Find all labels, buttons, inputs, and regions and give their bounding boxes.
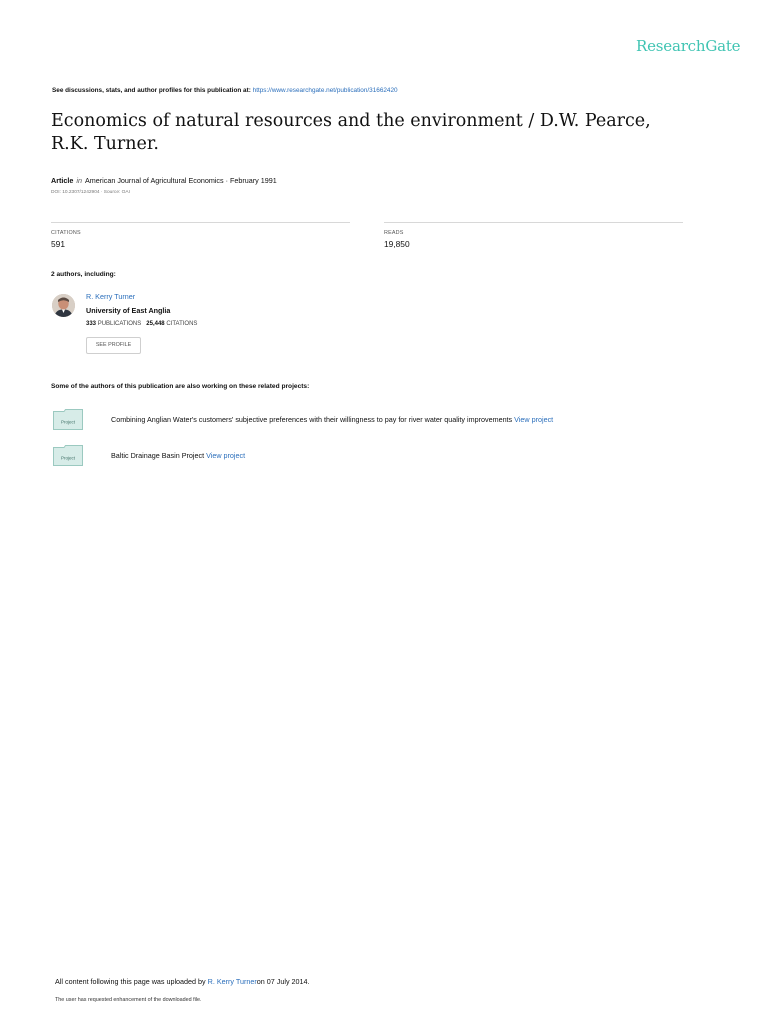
project-folder-icon [53, 445, 83, 464]
publication-title: Economics of natural resources and the environment / D.W. Pearce, R.K. Turner. [51, 111, 651, 154]
author-avatar[interactable] [52, 294, 75, 317]
view-project-link[interactable]: View project [514, 415, 554, 424]
reads-value: 19,850 [384, 239, 410, 249]
publication-url-link[interactable]: https://www.researchgate.net/publication/31662420 [252, 87, 398, 94]
enhancement-note: The user has requested enhancement of the downloaded file. [55, 997, 202, 1003]
avatar-image [52, 294, 75, 317]
upload-prefix: All content following this page was uploaded by [55, 977, 206, 986]
see-discussions-text: See discussions, stats, and author profiles for this publication at: [52, 87, 251, 94]
author-publications-label: PUBLICATIONS [97, 321, 142, 327]
citations-label: CITATIONS [51, 230, 81, 236]
reads-divider [384, 222, 683, 223]
project-icon-label: Project [60, 419, 76, 425]
upload-suffix: on 07 July 2014. [256, 977, 310, 986]
related-projects-heading: Some of the authors of this publication are also working on these related projects: [51, 383, 310, 390]
authors-heading: 2 authors, including: [51, 271, 116, 278]
project-item [111, 451, 245, 460]
author-stats [86, 321, 197, 327]
publication-type: Article [51, 176, 74, 185]
project-title: Combining Anglian Water's customers' subjective preferences with their willingness to pay for river water quality improvements [111, 415, 513, 424]
in-word: in [76, 176, 82, 185]
author-institution: University of East Anglia [86, 306, 171, 315]
upload-note [55, 977, 310, 986]
project-folder-icon [53, 409, 83, 428]
uploader-link[interactable]: R. Kerry Turner [207, 977, 257, 986]
project-title: Baltic Drainage Basin Project [111, 451, 205, 460]
reads-label: READS [384, 230, 404, 236]
author-citations-count: 25,448 [146, 321, 165, 327]
author-publications-count: 333 [86, 321, 97, 327]
author-citations-label: CITATIONS [166, 321, 198, 327]
project-icon-label: Project [60, 455, 76, 461]
author-name-link[interactable]: R. Kerry Turner [86, 292, 136, 301]
project-item [111, 415, 553, 424]
view-project-link[interactable]: View project [206, 451, 246, 460]
citations-value: 591 [51, 239, 65, 249]
publication-meta [51, 176, 277, 185]
see-discussions-line [52, 87, 398, 94]
citations-divider [51, 222, 350, 223]
journal-date: American Journal of Agricultural Economics · February 1991 [84, 176, 277, 185]
doi-source: DOI: 10.2307/1242904 · Source: OAI [51, 190, 130, 195]
researchgate-logo[interactable]: ResearchGate [636, 37, 741, 55]
see-profile-button[interactable]: SEE PROFILE [86, 337, 141, 354]
